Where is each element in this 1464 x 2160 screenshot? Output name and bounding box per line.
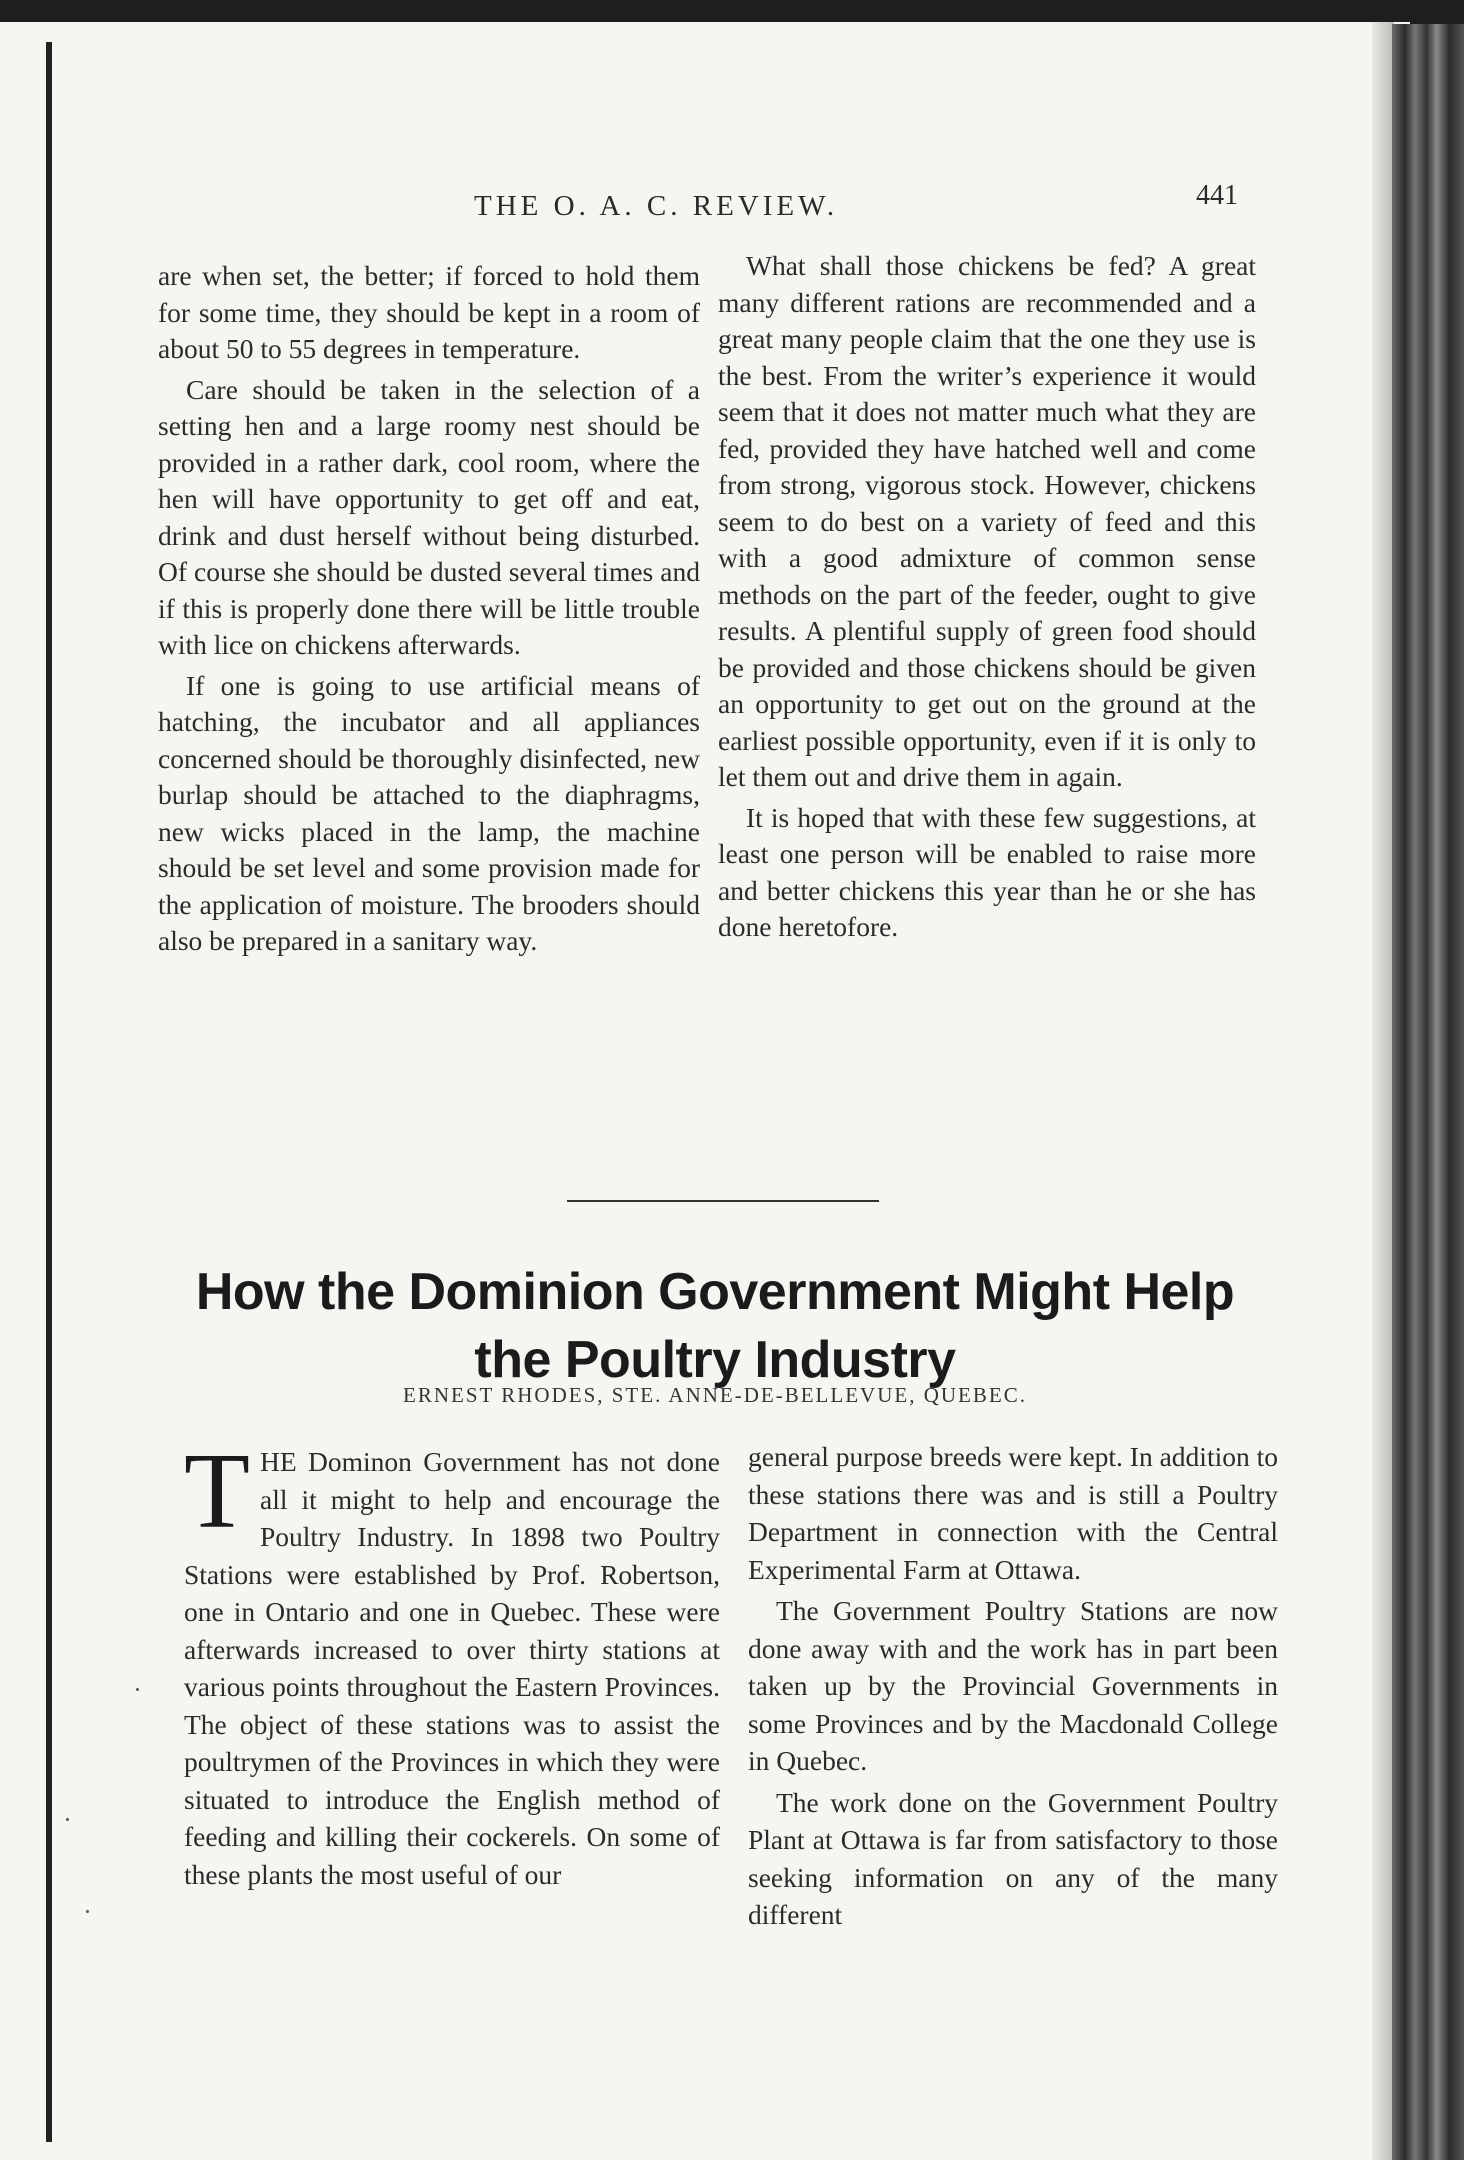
bottom-right-column [748, 1438, 1278, 1934]
page-number: 441 [1196, 180, 1238, 211]
paragraph: are when set, the better; if forced to hold them for some time, they should be kept in a room of about 50 to 55 degrees in temperature. [158, 260, 700, 364]
paragraph: If one is going to use artificial means of hatching, the incubator and all appliances concerned should be thoroughly disinfected, new burlap should be attached to the diaphragms, new wicks placed in the lamp, the machine should be set level and some provision made for the application of moisture. The brooders should also be prepared in a sanitary way. [158, 669, 700, 956]
book-spine [1392, 24, 1464, 2160]
paragraph: What shall those chickens be fed? A great many different rations are recommended and a great many people claim that the one they use is the best. From the writer’s experience it would seem that it does not matter much what they are fed, provided they have hatched well and come from strong, vigorous stock. However, chickens seem to do best on a variety of feed and this with a good admixture of common sense methods on the part of the feeder, ought to give results. A plentiful supply of green food should be provided and those chickens should be given an opportunity to get out on the ground at the earliest possible opportunity, even if it is only to let them out and drive them in again. [718, 250, 1256, 792]
paragraph: The Government Poultry Stations are now done away with and the work has in part been taken up by the Provincial Governments in some Provinces and by the Macdonald College in Quebec. [748, 1595, 1278, 1776]
drop-cap: T [184, 1432, 250, 1551]
article-title-line-2: the Poultry Industry [474, 1331, 956, 1389]
article-title [150, 1258, 1280, 1394]
top-right-column [718, 248, 1256, 946]
gutter-shadow-line [46, 42, 52, 2142]
paragraph-text: HE Dominon Government has not done all it might to help and encourage the Poultry Industry. In 1898 two Poultry Stations were established by Prof. Robertson, one in Ontario and one in Quebec. These were afterwards increased to over thirty stations at various points throughout the Eastern Provinces. The object of these stations was to assist the poultrymen of the Provinces in which they were situated to introduce the English method of feeding and killing their cockerels. On some of these plants the most useful of our [184, 1446, 720, 1890]
bottom-left-column [184, 1432, 720, 1893]
paragraph: general purpose breeds were kept. In addition to these stations there was and is still a Poultry Department in connection with the Central Experimental Farm at Ottawa. [748, 1441, 1278, 1585]
scan-speck [66, 1818, 69, 1821]
paragraph [184, 1432, 720, 1893]
paragraph: The work done on the Government Poultry Plant at Ottawa is far from satisfactory to those seeking information on any of the many different [748, 1786, 1278, 1930]
book-page [0, 22, 1410, 2160]
scan-speck [86, 1910, 89, 1913]
running-head: THE O. A. C. REVIEW. [474, 190, 839, 222]
paragraph: Care should be taken in the selection of a setting hen and a large roomy nest should be provided in a rather dark, cool room, where the hen will have opportunity to get off and eat, drink and dust herself without being disturbed. Of course she should be dusted several times and if this is properly done there will be little trouble with lice on chickens afterwards. [158, 373, 700, 660]
top-left-column [158, 258, 700, 960]
scan-speck [136, 1688, 139, 1691]
byline: ERNEST RHODES, STE. ANNE-DE-BELLEVUE, QUEBEC. [403, 1383, 1027, 1407]
section-divider [567, 1200, 879, 1202]
article-title-line-1: How the Dominion Government Might Help [195, 1263, 1235, 1321]
paragraph: It is hoped that with these few suggestions, at least one person will be enabled to raise more and better chickens this year than he or she has done heretofore. [718, 801, 1256, 942]
page-edge [1372, 22, 1394, 2160]
